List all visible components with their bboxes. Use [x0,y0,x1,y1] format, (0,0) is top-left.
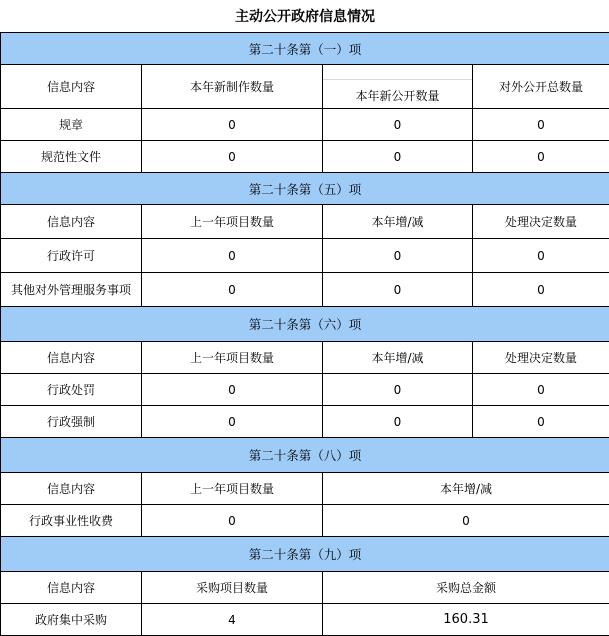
column-header: 对外公开总数量 [473,65,609,109]
table-cell: 规范性文件 [1,141,142,173]
table-cell: 160.31 [323,604,609,636]
table-cell: 行政许可 [1,239,142,273]
table-cell: 0 [473,109,609,141]
column-header: 处理决定数量 [473,342,609,374]
column-header: 采购总金额 [323,572,609,604]
inner-divider [323,79,472,80]
table-cell: 0 [142,374,323,406]
table-cell: 0 [142,406,323,438]
column-header: 本年增/减 [323,473,609,505]
table-cell: 0 [323,406,473,438]
table-cell: 0 [473,239,609,273]
table-cell: 0 [473,374,609,406]
table-cell: 0 [323,109,473,141]
column-header: 处理决定数量 [473,205,609,239]
column-header: 采购项目数量 [142,572,323,604]
table-cell: 0 [473,273,609,307]
table-cell: 4 [142,604,323,636]
section-heading-1: 第二十条第（一）项 [1,33,609,65]
column-header: 上一年项目数量 [142,205,323,239]
table-cell: 行政强制 [1,406,142,438]
table-cell: 0 [323,273,473,307]
table-cell: 0 [142,109,323,141]
column-header: 信息内容 [1,342,142,374]
table-cell: 行政处罚 [1,374,142,406]
section-heading-6: 第二十条第（六）项 [1,307,609,342]
column-header: 信息内容 [1,473,142,505]
table-cell: 0 [142,505,323,537]
column-header: 本年新公开数量 [323,87,472,104]
column-header-split [323,65,473,109]
table-cell: 0 [142,273,323,307]
column-header: 信息内容 [1,205,142,239]
section-heading-8: 第二十条第（八）项 [1,438,609,473]
table-cell: 0 [323,141,473,173]
section-heading-5: 第二十条第（五）项 [1,173,609,205]
column-header: 本年增/减 [323,342,473,374]
table-cell: 其他对外管理服务事项 [1,273,142,307]
table-cell: 0 [473,141,609,173]
table-cell: 规章 [1,109,142,141]
table-cell: 0 [323,239,473,273]
column-header: 本年新制作数量 [142,65,323,109]
column-header: 上一年项目数量 [142,473,323,505]
table-cell: 0 [142,141,323,173]
column-header: 信息内容 [1,572,142,604]
table-cell: 0 [323,374,473,406]
table-cell: 0 [323,505,609,537]
table-cell: 政府集中采购 [1,604,142,636]
table-cell: 0 [142,239,323,273]
section-heading-9: 第二十条第（九）项 [1,537,609,572]
column-header: 上一年项目数量 [142,342,323,374]
table-cell: 行政事业性收费 [1,505,142,537]
table-cell: 0 [473,406,609,438]
column-header: 信息内容 [1,65,142,109]
column-header: 本年增/减 [323,205,473,239]
page-title: 主动公开政府信息情况 [1,0,609,33]
